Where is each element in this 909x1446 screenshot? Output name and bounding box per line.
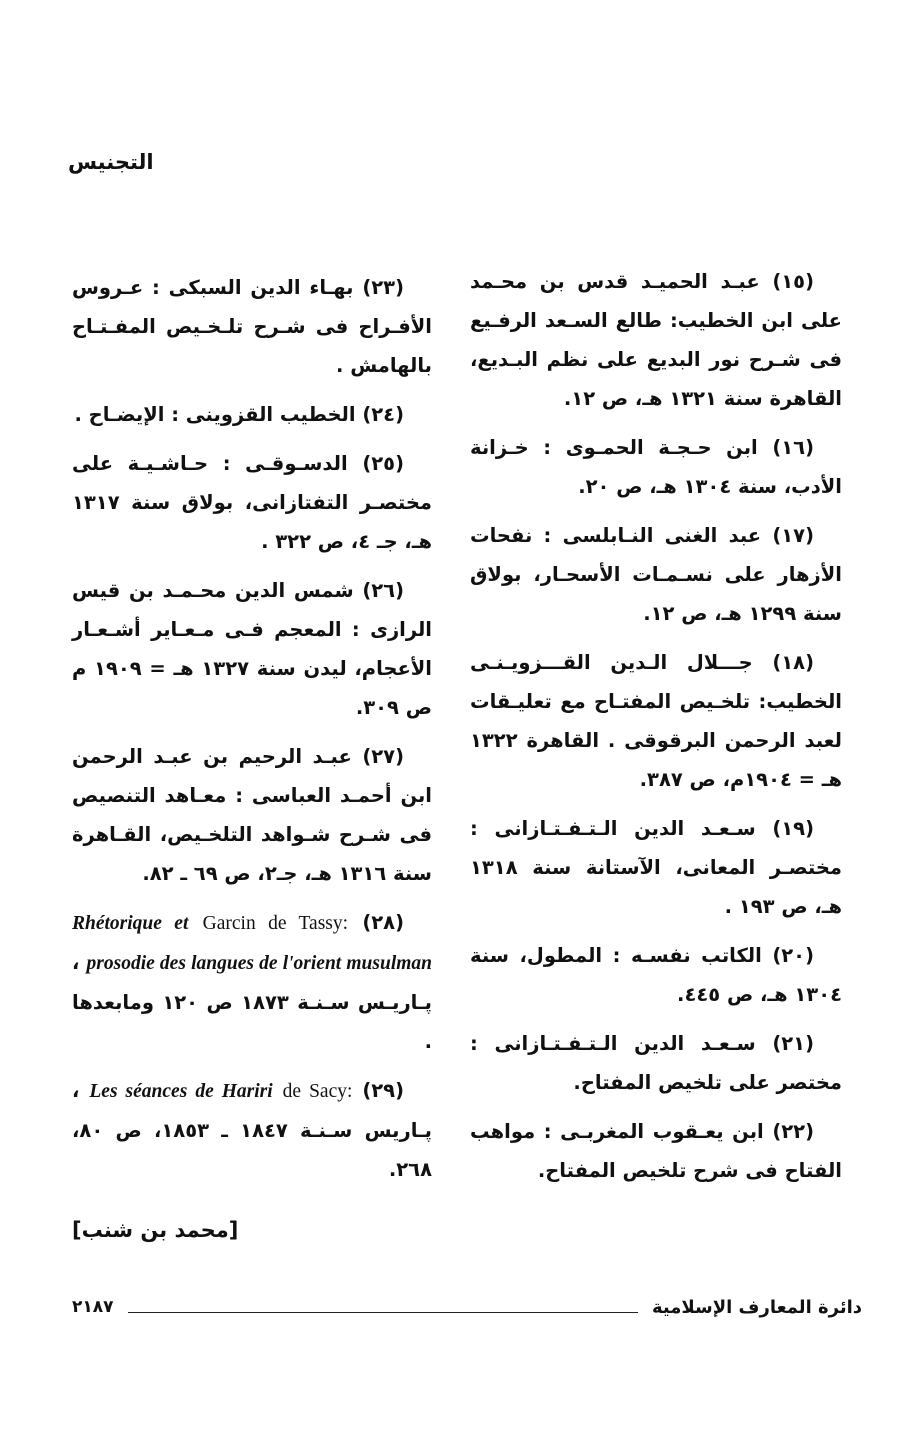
page-footer	[72, 1292, 862, 1322]
entry-publication: ، پـاريـس سـنـة ١٨٧٣ ص ١٢٠ ومابعدها .	[72, 951, 432, 1053]
reference-entry-24: (٢٤) الخطيب القزوينى : الإيضـاح .	[74, 403, 404, 426]
left-column	[72, 268, 432, 1250]
entry-author: de Sacy:	[282, 1081, 353, 1102]
footer-rule	[128, 1312, 638, 1313]
author-signature: [محمد بن شنب]	[72, 1218, 239, 1242]
entry-number: (٢٨)	[362, 911, 404, 934]
entry-number: (٢٩)	[362, 1079, 405, 1102]
entry-title: Les séances de Hariri	[89, 1081, 273, 1102]
reference-entry-15: (١٥) عبـد الحميـد قدس بن محـمد على ابن الخطيب: طالع السـعد الرفـيع فى شـرح نور البديع على نظم البـديع، القاهرة سنة ١٣٢١ هـ، ص ١٢.	[470, 270, 842, 410]
footer-journal-title: دائرة المعارف الإسلامية	[651, 1296, 862, 1318]
reference-entry-29	[72, 1071, 432, 1189]
reference-entry-16: (١٦) ابن حـجـة الحمـوى : خـزانة الأدب، سنة ١٣٠٤ هـ، ص ٢٠.	[470, 436, 842, 498]
reference-entry-19: (١٩) سـعـد الدين الـتـفـتـازانى : مختصـر المعانى، الآستانة سنة ١٣١٨ هـ، ص ١٩٣ .	[470, 817, 842, 918]
page-number: ٢١٨٧	[72, 1297, 114, 1317]
entry-author: Garcin de Tassy:	[202, 913, 349, 934]
reference-entry-27: (٢٧) عبـد الرحيم بن عبـد الرحمن ابن أحمـد العباسى : معـاهد التنصيص فى شـرح شـواهد التلخـيص، القـاهرة سنة ١٣١٦ هـ، جـ٢، ص ٦٩ ـ ٨٢.	[72, 745, 432, 885]
reference-entry-21: (٢١) سـعـد الدين الـتـفـتـازانى : مختصر على تلخيص المفتاح.	[470, 1032, 842, 1094]
reference-entry-22: (٢٢) ابن يعـقوب المغربـى : مواهب الفتاح فى شرح تلخيص المفتاح.	[470, 1120, 842, 1182]
reference-entry-26: (٢٦) شمس الدين محـمـد بن قيس الرازى : المعجم فـى مـعـاير أشـعـار الأعجام، ليدن سنة ١٣٢٧ هـ = ١٩٠٩ م ص ٣٠٩.	[72, 579, 432, 719]
entry-title: Rhétorique et prosodie des langues de l'orient musulman	[72, 913, 432, 974]
reference-entry-23: (٢٣) بهـاء الدين السبكى : عـروس الأفـراح فى شـرح تلـخـيص المفـتـاح بالهامش .	[72, 276, 432, 377]
right-column	[470, 262, 842, 1200]
reference-entry-18: (١٨) جـــلال الـدين القـــزويـنـى الخطيب: تلخـيص المفتـاح مع تعليـقات لعبد الرحمن البرقوقى . القاهرة ١٣٢٢ هـ = ١٩٠٤م، ص ٣٨٧.	[470, 651, 842, 791]
running-head: التجنيس	[68, 150, 154, 174]
reference-entry-17: (١٧) عبد الغنى النـابلسى : نفحات الأزهار على نسـمـات الأسحـار، بولاق سنة ١٢٩٩ هـ، ص ١٢.	[470, 524, 842, 625]
reference-entry-20: (٢٠) الكاتب نفسـه : المطول، سنة ١٣٠٤ هـ، ص ٤٤٥.	[470, 944, 842, 1006]
reference-entry-25: (٢٥) الدسـوقـى : حـاشـيـة على مختصـر التفتازانى، بولاق سنة ١٣١٧ هـ، جـ ٤، ص ٣٢٢ .	[72, 452, 432, 553]
entry-publication: ، پـاريس سـنـة ١٨٤٧ ـ ١٨٥٣، ص ٨٠، ٢٦٨.	[72, 1079, 432, 1181]
reference-entry-28	[72, 903, 432, 1061]
